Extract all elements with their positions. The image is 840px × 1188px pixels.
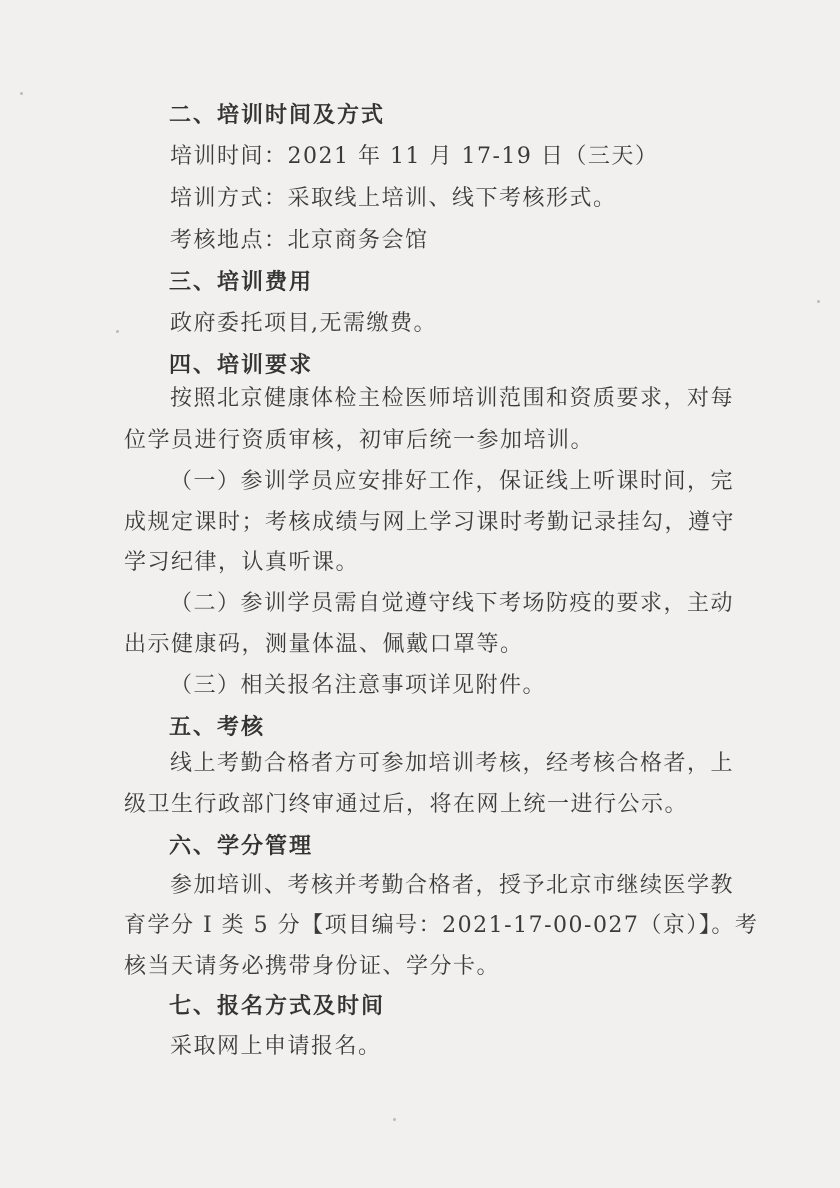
exam-location: 考核地点：北京商务会馆 [170,228,429,253]
training-time: 培训时间：2021 年 11 月 17-19 日（三天） [170,144,659,169]
section-heading-3: 三、培训费用 [169,269,314,295]
exam-para-line: 级卫生行政部门终审通过后，将在网上统一进行公示。 [124,792,689,817]
exam-para-line: 线上考勤合格者方可参加培训考核，经考核合格者，上 [170,751,735,776]
training-method: 培训方式：采取线上培训、线下考核形式。 [170,186,617,211]
fee-text: 政府委托项目,无需缴费。 [170,311,437,336]
registration-text: 采取网上申请报名。 [170,1034,382,1059]
scan-speck [817,300,820,303]
credit-para-line: 育学分 I 类 5 分【项目编号：2021-17-00-027（京）】。考 [124,913,759,938]
section-heading-2: 二、培训时间及方式 [169,102,386,128]
scan-speck [20,92,23,95]
scan-speck [393,1118,396,1121]
section-heading-4: 四、培训要求 [169,352,314,378]
credit-para-line: 参加培训、考核并考勤合格者，授予北京市继续医学教 [170,873,735,898]
section-heading-6: 六、学分管理 [169,833,314,859]
requirement-1-line: 成规定课时；考核成绩与网上学习课时考勤记录挂勾，遵守 [124,510,736,535]
section-heading-5: 五、考核 [169,714,266,740]
section-heading-7: 七、报名方式及时间 [169,993,386,1019]
requirements-para-line: 位学员进行资质审核，初审后统一参加培训。 [124,428,595,453]
requirement-1-line: （一）参训学员应安排好工作，保证线上听课时间，完 [170,469,735,494]
requirement-1-line: 学习纪律，认真听课。 [124,550,360,575]
credit-para-line: 核当天请务必携带身份证、学分卡。 [124,954,501,979]
requirements-para-line: 按照北京健康体检主检医师培训范围和资质要求，对每 [170,386,735,411]
requirement-2-line: （二）参训学员需自觉遵守线下考场防疫的要求，主动 [170,591,735,616]
requirement-3-line: （三）相关报名注意事项详见附件。 [170,673,547,698]
requirement-2-line: 出示健康码，测量体温、佩戴口罩等。 [124,632,524,657]
scan-speck [116,330,119,333]
